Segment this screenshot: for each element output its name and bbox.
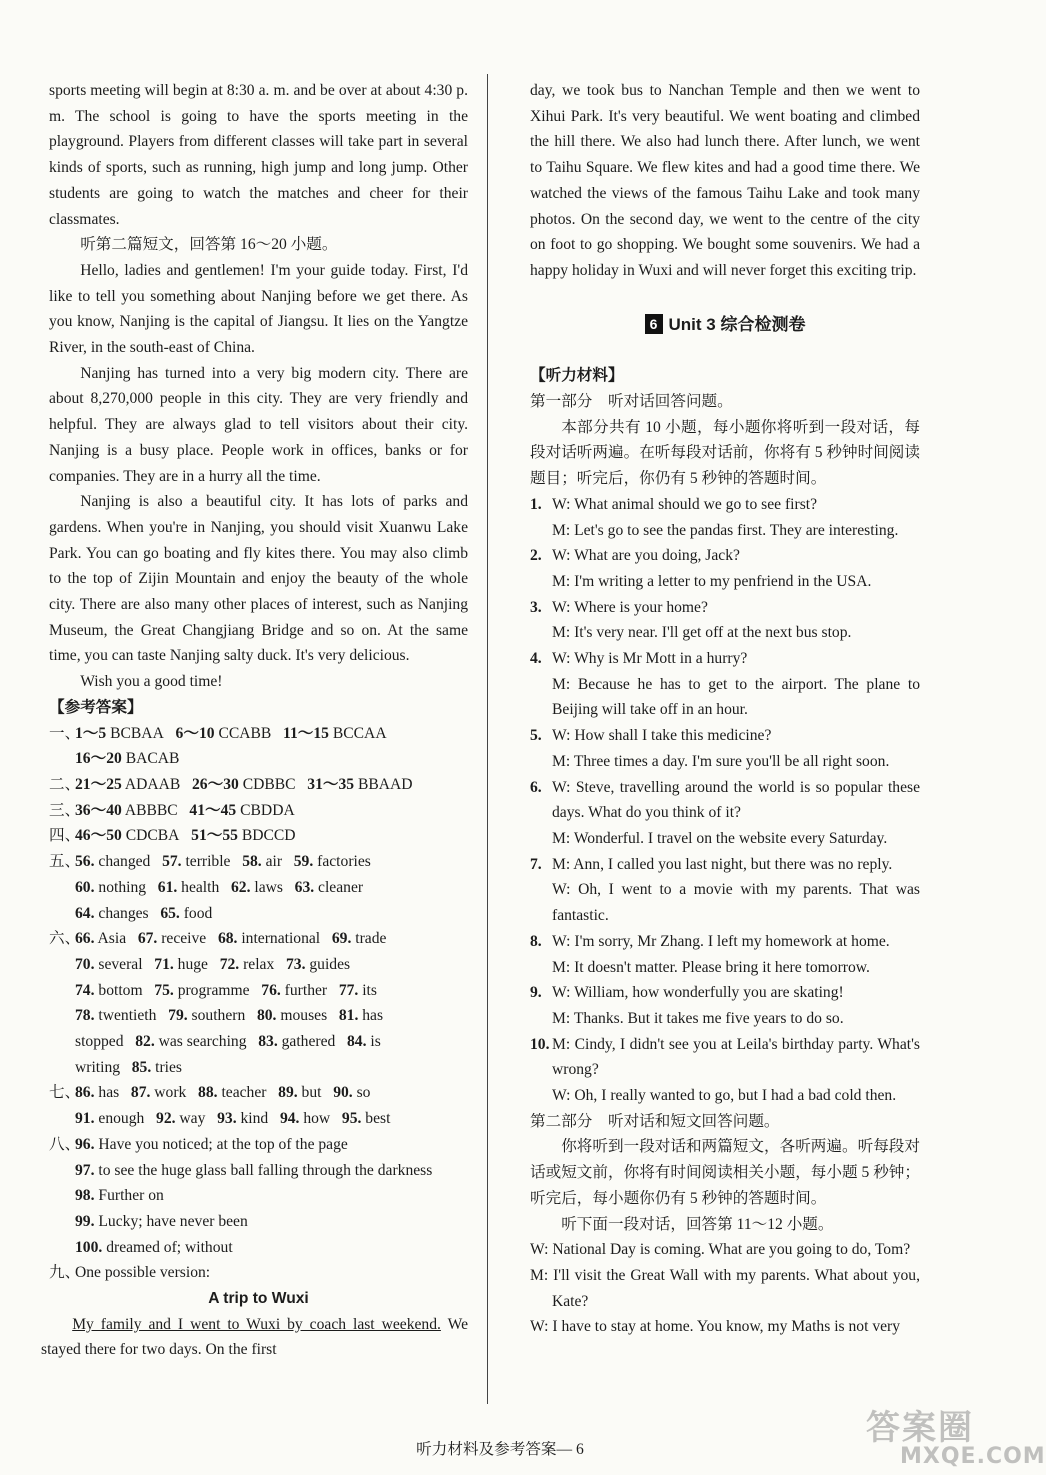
paragraph: Wish you a good time! — [80, 673, 223, 691]
answer-range: 46～50 — [75, 827, 122, 845]
answer-row — [49, 721, 468, 747]
answer-value: changed — [94, 853, 151, 871]
answer-value: huge — [173, 955, 208, 973]
answer-number: 63. — [294, 878, 315, 896]
answer-list — [49, 978, 468, 1004]
answer-value: further — [280, 981, 328, 999]
section-instruction: 听第二篇短文，回答第 16～20 小题。 — [80, 236, 338, 254]
answer-number: 68. — [217, 930, 238, 948]
answer-number: 77. — [338, 981, 359, 999]
dialogue-line: M: It's very near. I'll get off at the next bus stop. — [552, 624, 852, 642]
listening-heading: 【听力材料】 — [530, 367, 624, 385]
dialogue-line: W: Steve, travelling around the world is so popular these days. What do you think of it? — [552, 778, 920, 822]
answer-number: 83. — [258, 1033, 278, 1051]
answer-number: 73. — [285, 955, 306, 973]
answer-value: BACAB — [125, 750, 180, 768]
answer-list — [132, 1059, 182, 1076]
unit-title — [530, 312, 920, 338]
answer-number: 95. — [341, 1110, 362, 1128]
answer-number: 82. — [135, 1033, 155, 1051]
answer-value: cleaner — [314, 878, 364, 896]
paragraph: sports meeting will begin at 8:30 a. m. and be over at about 4:30 p. m. The school is going to have the sports meeting in the playground. Players from different classes will take part in several kinds of sports, such as running, high jump and long jump. Other students are going to watch the matches and cheer for their classmates. — [49, 82, 468, 228]
answer-number: 75. — [154, 981, 174, 999]
watermark-url: MXQE.COM — [900, 1444, 1046, 1469]
answer-section-label: 四、 — [49, 827, 81, 845]
right-column — [530, 78, 920, 1340]
answer-value: bottom — [94, 981, 143, 999]
answer-range: 36～40 — [75, 801, 122, 819]
answer-value: several — [94, 955, 143, 973]
answer-section-label: 六、 — [49, 930, 81, 948]
answer-number: 90. — [333, 1084, 353, 1102]
dialogue-number: 10. — [530, 1035, 550, 1053]
answer-number: 98. — [75, 1187, 95, 1205]
answer-row — [49, 926, 468, 952]
answer-value: best — [361, 1110, 391, 1128]
dialogue-number: 5. — [530, 727, 542, 745]
answer-value: kind — [236, 1110, 269, 1128]
answer-value: CBDDA — [240, 801, 295, 819]
part-heading: 第二部分 听对话和短文回答问题。 — [530, 1112, 780, 1130]
answer-value: food — [179, 904, 213, 922]
answer-value: way — [175, 1110, 206, 1128]
answer-value: has — [358, 1007, 384, 1025]
dialogue-lines — [552, 929, 920, 980]
dialogue-item — [530, 595, 920, 646]
answer-value: nothing — [94, 878, 147, 896]
answer-number: 62. — [230, 878, 251, 896]
answer-row — [49, 1183, 468, 1209]
answer-value: how — [299, 1110, 331, 1128]
dialogue-lines — [552, 595, 920, 646]
answer-value: ABBBC — [124, 801, 178, 819]
answer-range: 31～35 — [307, 775, 355, 793]
answer-number: 58. — [242, 853, 262, 871]
answer-number: 70. — [75, 955, 95, 973]
answer-number: 61. — [157, 878, 178, 896]
answer-value: terrible — [181, 853, 231, 871]
answer-range: 16～20 — [75, 750, 122, 768]
dialogue-lines — [552, 1032, 920, 1109]
left-column — [41, 78, 468, 1363]
answer-number: 65. — [160, 904, 180, 922]
dialogue-line: M: Cindy, I didn't see you at Leila's birthday party. What's wrong? — [552, 1035, 920, 1079]
dialogue-item — [530, 775, 920, 852]
answer-number: 57. — [162, 853, 182, 871]
essay-title: A trip to Wuxi — [208, 1290, 309, 1308]
dialogue-line: W: Where is your home? — [552, 598, 708, 616]
answer-number: 89. — [278, 1084, 298, 1102]
paragraph: Nanjing is also a beautiful city. It has lots of parks and gardens. When you're in Nanjing, you should visit Xuanwu Lake Park. You can go boating and fly kites there. You may also climb to the top of Zijin Mountain and enjoy the beauty of the whole city. There are also many other places of interest, such as Nanjing Museum, the Great Changjiang Bridge and so on. At the same time, you can taste Nanjing salty duck. It's very delicious. — [49, 493, 468, 665]
answer-value: work — [150, 1084, 187, 1102]
dialogue-line: W: Oh, I went to a movie with my parents. That was fantastic. — [552, 881, 920, 925]
answer-number: 74. — [75, 981, 95, 999]
answer-value: changes — [94, 904, 149, 922]
answer-number: 91. — [75, 1110, 95, 1128]
answer-row — [49, 849, 468, 875]
dialogue-lines — [552, 543, 920, 594]
dialogue-list — [530, 492, 920, 1109]
dialogue-line: M: I'm writing a letter to my penfriend in the USA. — [552, 572, 872, 590]
answer-value: Asia — [94, 930, 127, 948]
answer-list — [49, 1106, 468, 1132]
essay-underlined-sentence: My family and I went to Wuxi by coach last weekend. — [72, 1315, 441, 1333]
dialogue-number: 9. — [530, 984, 542, 1002]
answer-value: twentieth — [94, 1007, 157, 1025]
dialogue-line: W: What are you doing, Jack? — [552, 547, 740, 565]
answer-list — [135, 1033, 381, 1050]
answer-value: factories — [313, 853, 371, 871]
answer-value: CCABB — [218, 724, 272, 742]
answer-value: Lucky; have never been — [98, 1212, 248, 1230]
answer-number: 76. — [261, 981, 281, 999]
dialogue-item — [530, 492, 920, 543]
dialogue-number: 8. — [530, 932, 542, 950]
answer-number: 67. — [137, 930, 158, 948]
dialogue-lines — [552, 723, 920, 774]
answer-number: 78. — [75, 1007, 95, 1025]
dialogue-line: W: Why is Mr Mott in a hurry? — [552, 650, 748, 668]
answer-section-label: 五、 — [49, 853, 81, 871]
answer-row — [49, 1209, 468, 1235]
answer-value: southern — [187, 1007, 246, 1025]
answer-value: receive — [157, 930, 207, 948]
answer-row — [49, 1235, 468, 1261]
dialogue-item — [530, 980, 920, 1031]
answer-number: 80. — [256, 1007, 277, 1025]
answer-number: 93. — [217, 1110, 237, 1128]
answer-row — [49, 1158, 468, 1184]
answer-value: enough — [94, 1110, 145, 1128]
answer-section-label: 七、 — [49, 1084, 81, 1102]
dialogue-number: 3. — [530, 598, 542, 616]
dialogue-line: M: Thanks. But it takes me five years to do so. — [552, 1009, 844, 1027]
answer-row — [49, 823, 468, 849]
answer-value: One possible version: — [75, 1264, 211, 1282]
answer-number: 59. — [293, 853, 314, 871]
unit-title-text: Unit 3 综合检测卷 — [668, 314, 806, 334]
dialogue-item — [530, 543, 920, 594]
answer-number: 92. — [156, 1110, 176, 1128]
answer-row — [49, 1029, 468, 1055]
answer-range: 41～45 — [189, 801, 237, 819]
answer-number: 94. — [279, 1110, 300, 1128]
answer-value: Further on — [98, 1187, 164, 1205]
answer-number: 100. — [75, 1238, 103, 1256]
answer-value: writing — [75, 1058, 121, 1076]
answer-number: 85. — [131, 1058, 152, 1076]
dialogue-item — [530, 646, 920, 723]
dialogue-lines — [552, 980, 920, 1031]
paragraph: Hello, ladies and gentlemen! I'm your guide today. First, I'd like to tell you something about Nanjing before we get there. As you know, Nanjing is the capital of Jiangsu. It lies on the Yangtze River, in the south-east of China. — [49, 261, 468, 357]
answer-value: health — [177, 878, 220, 896]
unit-number-badge: 6 — [645, 314, 663, 334]
answer-number: 60. — [75, 878, 95, 896]
answer-range: 26～30 — [192, 775, 239, 793]
dialogue-lines — [552, 852, 920, 929]
answer-value: BDCCD — [241, 827, 296, 845]
dialogue-line: M: Because he has to get to the airport. The plane to Beijing will take off in an hour. — [552, 675, 920, 719]
answer-value: air — [261, 853, 283, 871]
answer-list — [49, 901, 468, 927]
answer-value: but — [297, 1084, 322, 1102]
answer-row — [49, 746, 468, 772]
answer-number: 81. — [338, 1007, 359, 1025]
dialogue-line: W: Oh, I really wanted to go, but I had a bad cold then. — [552, 1087, 897, 1105]
dialogue-line: M: Ann, I called you last night, but there was no reply. — [552, 855, 893, 873]
answer-range: 21～25 — [75, 775, 122, 793]
dialogue-number: 7. — [530, 855, 542, 873]
dialogue-item — [530, 852, 920, 929]
dialogue-number: 6. — [530, 778, 542, 796]
dialogue-number: 1. — [530, 495, 542, 513]
answer-value: Have you noticed; at the top of the page — [98, 1135, 348, 1153]
answer-section-label: 二、 — [49, 775, 81, 793]
answer-value: guides — [305, 955, 351, 973]
answer-number: 84. — [347, 1033, 367, 1051]
column-divider — [487, 74, 488, 1404]
conversation-line: W: National Day is coming. What are you going to do, Tom? — [530, 1241, 911, 1259]
answer-value: its — [358, 981, 377, 999]
watermark-text: 答案圈 — [866, 1408, 974, 1448]
answer-row — [49, 1260, 468, 1286]
answer-value: dreamed of; without — [106, 1238, 233, 1256]
answer-value: is — [366, 1033, 381, 1051]
answer-row — [49, 1132, 468, 1158]
part-description: 你将听到一段对话和两篇短文，各听两遍。听每段对话或短文前，你将有时间阅读相关小题，每小题 5 秒钟；听完后，每小题你仍有 5 秒钟的答题时间。 — [530, 1138, 920, 1207]
answer-number: 96. — [75, 1135, 95, 1153]
dialogue-line: M: Three times a day. I'm sure you'll be all right soon. — [552, 752, 890, 770]
dialogue-line: W: I'm sorry, Mr Zhang. I left my homework at home. — [552, 932, 890, 950]
answer-number: 87. — [130, 1084, 151, 1102]
answer-range: 11～15 — [283, 724, 329, 742]
answer-value: BCBAA — [110, 724, 164, 742]
answer-number: 79. — [168, 1007, 188, 1025]
answer-number: 99. — [75, 1212, 95, 1230]
answer-list — [49, 875, 468, 901]
dialogue-number: 4. — [530, 650, 542, 668]
dialogue-line: M: Let's go to see the pandas first. They are interesting. — [552, 521, 899, 539]
answer-row — [49, 1080, 468, 1106]
answer-range: 6～10 — [175, 724, 215, 742]
part-description: 本部分共有 10 小题，每小题你将听到一段对话，每段对话听两遍。在听每段对话前，你将有 5 秒钟时间阅读题目；听完后，你仍有 5 秒钟的答题时间。 — [530, 418, 920, 488]
answer-number: 88. — [198, 1084, 218, 1102]
answer-section-label: 一、 — [49, 724, 81, 742]
answer-value: mouses — [276, 1007, 328, 1025]
answer-list — [49, 1003, 468, 1029]
answer-section-label: 三、 — [49, 801, 81, 819]
page-footer: 听力材料及参考答案— 6 — [416, 1441, 584, 1458]
answer-value: was searching — [154, 1033, 247, 1051]
answer-value: so — [352, 1084, 371, 1102]
conversation-line: W: I have to stay at home. You know, my Maths is not very — [530, 1318, 901, 1336]
answer-value: ADAAB — [124, 775, 181, 793]
answer-list — [49, 952, 468, 978]
dialogue-lines — [552, 775, 920, 852]
dialogue-lines — [552, 646, 920, 723]
answer-number: 69. — [331, 930, 352, 948]
answer-row — [49, 772, 468, 798]
dialogue-item — [530, 1032, 920, 1109]
answer-list — [75, 849, 468, 875]
dialogue-line: W: How shall I take this medicine? — [552, 727, 772, 745]
answer-value: CDBBC — [242, 775, 296, 793]
answer-value: BBAAD — [357, 775, 413, 793]
essay-paragraph — [41, 1312, 468, 1363]
dialogue-item — [530, 723, 920, 774]
answer-number: 72. — [219, 955, 240, 973]
answer-list — [75, 926, 468, 952]
conversation-line: M: I'll visit the Great Wall with my parents. What about you, Kate? — [530, 1266, 920, 1310]
answer-value: international — [237, 930, 321, 948]
answer-value: has — [94, 1084, 120, 1102]
dialogue-line: M: Wonderful. I travel on the website every Saturday. — [552, 829, 888, 847]
dialogue-line: M: It doesn't matter. Please bring it here tomorrow. — [552, 958, 870, 976]
answer-value: teacher — [217, 1084, 267, 1102]
dialogue-item — [530, 929, 920, 980]
dialogue-line: W: William, how wonderfully you are skating! — [552, 984, 844, 1002]
answer-number: 71. — [154, 955, 174, 973]
essay-text: We stayed there for two days. On the first — [41, 1315, 468, 1359]
answer-list — [75, 1080, 468, 1106]
answer-value: CDCBA — [125, 827, 180, 845]
answer-value: to see the huge glass ball falling through the darkness — [98, 1161, 433, 1179]
essay-continuation: day, we took bus to Nanchan Temple and then we went to Xihui Park. It's very beautiful. We went boating and climbed the hill there. We also had lunch there. After lunch, we went to Taihu Square. We flew kites and had a good time there. We watched the views of the famous Taihu Lake and took many photos. On the second day, we went to the centre of the city on foot to go shopping. We bought some souvenirs. We had a happy holiday in Wuxi and will never forget this exciting trip. — [530, 82, 920, 279]
answer-range: 51～55 — [191, 827, 238, 845]
answer-row — [49, 1055, 468, 1081]
answer-section-label: 九、 — [49, 1264, 81, 1282]
answer-value: programme — [173, 981, 250, 999]
answer-value: gathered — [277, 1033, 336, 1051]
watermark-logo — [860, 1400, 1046, 1472]
answer-number: 97. — [75, 1161, 95, 1179]
answer-value: stopped — [75, 1033, 124, 1051]
answer-row — [49, 798, 468, 824]
dialogue-number: 2. — [530, 547, 542, 565]
answer-number: 86. — [75, 1084, 95, 1102]
answer-number: 66. — [75, 930, 95, 948]
conversation — [530, 1237, 920, 1340]
paragraph: Nanjing has turned into a very big modern city. There are about 8,270,000 people in this city. They are very friendly and helpful. They are always glad to tell visitors about their city. Nanjing is a busy place. People work in offices, banks or for companies. They are in a hurry all the time. — [49, 364, 468, 485]
answer-range: 1～5 — [75, 724, 107, 742]
dialogue-line: W: What animal should we go to see first? — [552, 495, 818, 513]
section-instruction: 听下面一段对话，回答第 11～12 小题。 — [561, 1215, 834, 1233]
answer-value: trade — [351, 930, 387, 948]
answer-value: laws — [250, 878, 283, 896]
answer-section-label: 八、 — [49, 1135, 81, 1153]
answers-heading: 【参考答案】 — [49, 698, 143, 716]
answer-number: 56. — [75, 853, 95, 871]
part-heading: 第一部分 听对话回答问题。 — [530, 393, 733, 411]
answer-value: BCCAA — [332, 724, 387, 742]
answer-value: tries — [151, 1058, 182, 1076]
answer-value: relax — [239, 955, 275, 973]
answer-number: 64. — [75, 904, 95, 922]
dialogue-lines — [552, 492, 920, 543]
